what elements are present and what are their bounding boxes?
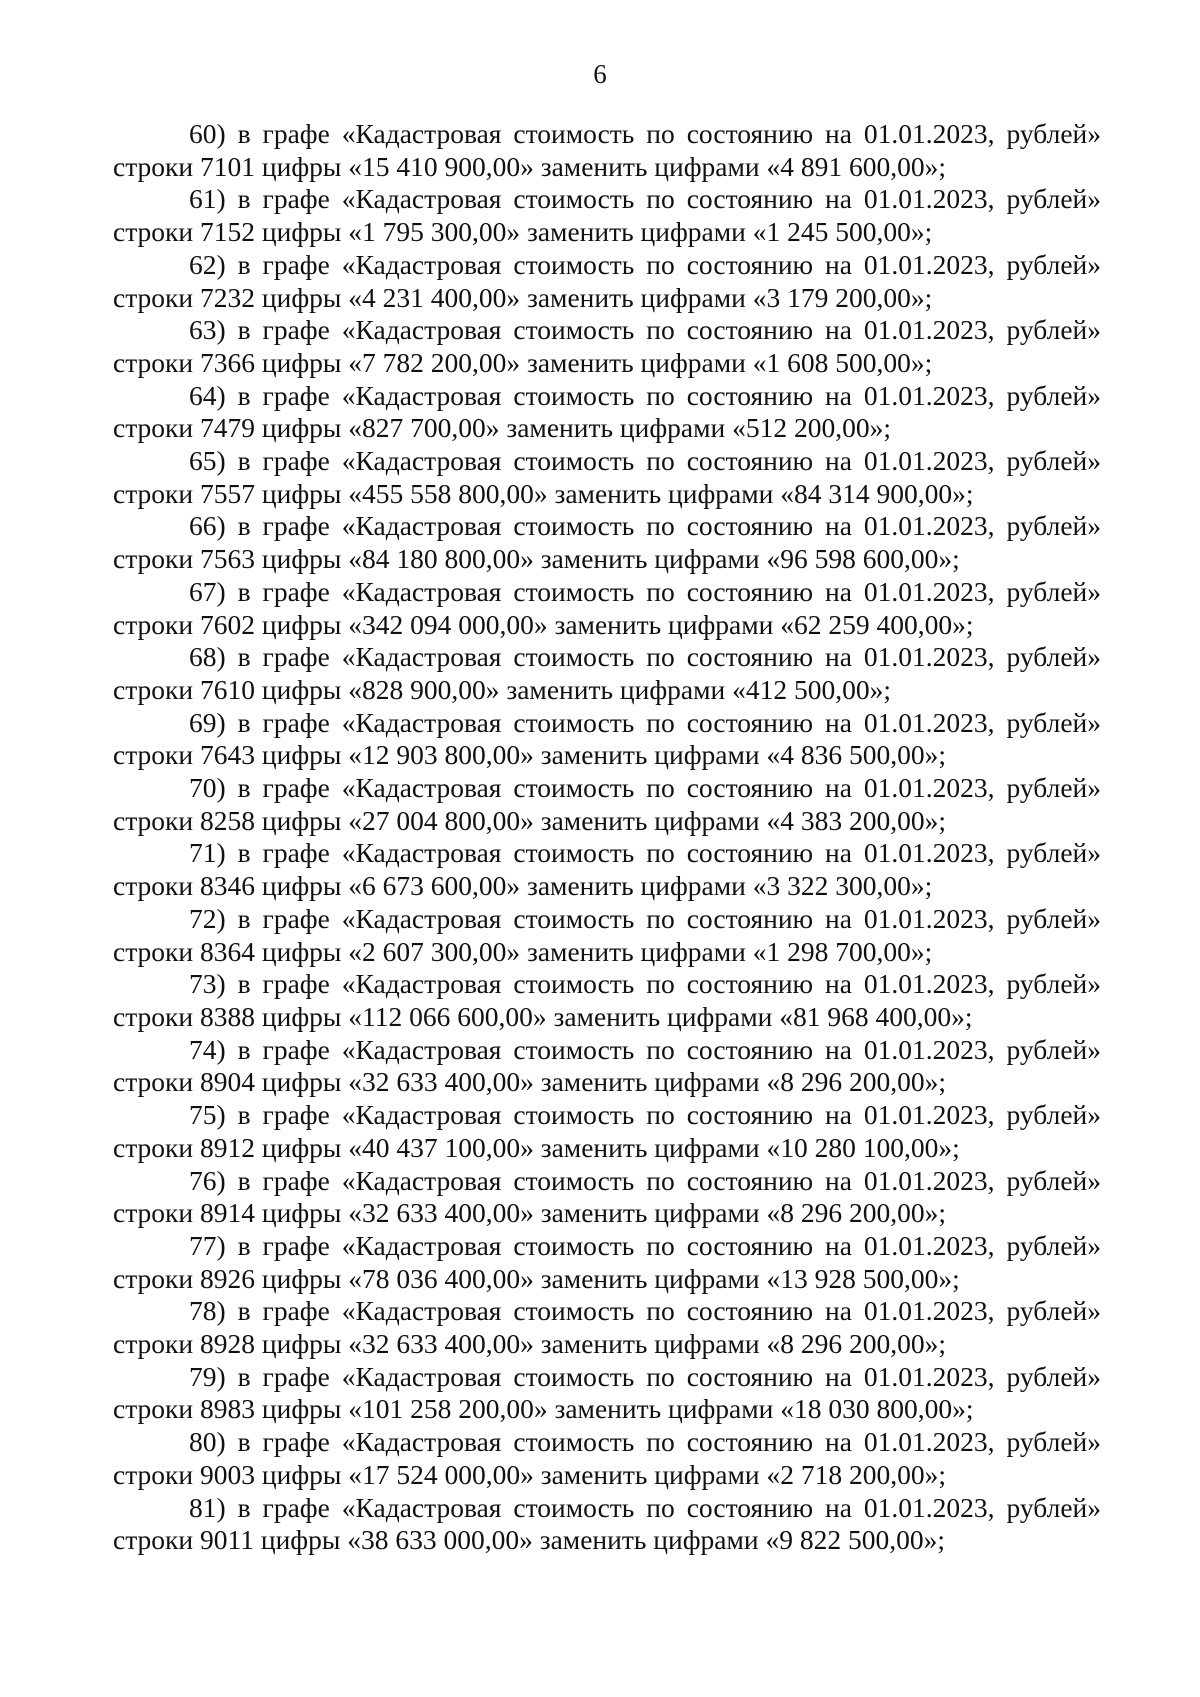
amendment-item-line-2: строки 7610 цифры «828 900,00» заменить цифрами «412 500,00»;	[113, 673, 892, 705]
amendment-item-line-1: 75) в графе «Кадастровая стоимость по состоянию на 01.01.2023, рублей»	[189, 1099, 1101, 1131]
amendment-item-line-2: строки 8346 цифры «6 673 600,00» заменить цифрами «3 322 300,00»;	[113, 870, 933, 902]
amendment-item	[113, 1099, 1101, 1164]
amendment-item-line-2: строки 7602 цифры «342 094 000,00» заменить цифрами «62 259 400,00»;	[113, 608, 974, 640]
amendment-item	[113, 968, 1101, 1033]
amendment-item	[113, 249, 1101, 314]
amendment-item-line-2: строки 7557 цифры «455 558 800,00» заменить цифрами «84 314 900,00»;	[113, 477, 974, 509]
amendment-item-line-2: строки 7101 цифры «15 410 900,00» заменить цифрами «4 891 600,00»;	[113, 150, 947, 182]
amendment-item-line-2: строки 8912 цифры «40 437 100,00» заменить цифрами «10 280 100,00»;	[113, 1131, 960, 1163]
amendment-item-line-2: строки 9011 цифры «38 633 000,00» заменить цифрами «9 822 500,00»;	[113, 1524, 945, 1556]
amendment-item-line-2: строки 9003 цифры «17 524 000,00» заменить цифрами «2 718 200,00»;	[113, 1458, 947, 1490]
amendment-item-line-1: 72) в графе «Кадастровая стоимость по состоянию на 01.01.2023, рублей»	[189, 902, 1101, 934]
amendment-item-line-2: строки 7232 цифры «4 231 400,00» заменить цифрами «3 179 200,00»;	[113, 281, 933, 313]
amendment-item-line-2: строки 8928 цифры «32 633 400,00» заменить цифрами «8 296 200,00»;	[113, 1328, 947, 1360]
amendment-item-line-1: 64) в графе «Кадастровая стоимость по состоянию на 01.01.2023, рублей»	[189, 379, 1101, 411]
amendment-item-line-1: 73) в графе «Кадастровая стоимость по состоянию на 01.01.2023, рублей»	[189, 968, 1101, 1000]
amendment-item-line-1: 81) в графе «Кадастровая стоимость по состоянию на 01.01.2023, рублей»	[189, 1491, 1101, 1523]
amendment-item	[113, 772, 1101, 837]
amendment-item	[113, 1426, 1101, 1491]
amendment-item-line-2: строки 8364 цифры «2 607 300,00» заменить цифрами «1 298 700,00»;	[113, 935, 933, 967]
amendment-item-line-2: строки 7563 цифры «84 180 800,00» заменить цифрами «96 598 600,00»;	[113, 543, 960, 575]
amendment-item	[113, 1361, 1101, 1426]
amendment-item	[113, 380, 1101, 445]
amendment-item-line-1: 66) в графе «Кадастровая стоимость по состоянию на 01.01.2023, рублей»	[189, 510, 1101, 542]
amendment-item	[113, 1295, 1101, 1360]
amendment-item	[113, 1034, 1101, 1099]
amendment-item-line-1: 76) в графе «Кадастровая стоимость по состоянию на 01.01.2023, рублей»	[189, 1164, 1101, 1196]
amendment-item-line-1: 79) в графе «Кадастровая стоимость по состоянию на 01.01.2023, рублей»	[189, 1360, 1101, 1392]
amendment-item-line-1: 67) в графе «Кадастровая стоимость по состоянию на 01.01.2023, рублей»	[189, 575, 1101, 607]
amendment-item	[113, 314, 1101, 379]
amendment-item-line-1: 65) в графе «Кадастровая стоимость по состоянию на 01.01.2023, рублей»	[189, 445, 1101, 477]
document-body	[113, 118, 1101, 1557]
amendment-item-line-1: 69) в графе «Кадастровая стоимость по состоянию на 01.01.2023, рублей»	[189, 706, 1101, 738]
amendment-item	[113, 445, 1101, 510]
amendment-item-line-1: 74) в графе «Кадастровая стоимость по состоянию на 01.01.2023, рублей»	[189, 1033, 1101, 1065]
amendment-item-line-2: строки 8926 цифры «78 036 400,00» заменить цифрами «13 928 500,00»;	[113, 1262, 960, 1294]
amendment-item	[113, 903, 1101, 968]
amendment-item	[113, 837, 1101, 902]
amendment-item-line-2: строки 7152 цифры «1 795 300,00» заменить цифрами «1 245 500,00»;	[113, 216, 933, 248]
amendment-item-line-1: 70) в графе «Кадастровая стоимость по состоянию на 01.01.2023, рублей»	[189, 772, 1101, 804]
amendment-item	[113, 1230, 1101, 1295]
amendment-item	[113, 707, 1101, 772]
amendment-item-line-2: строки 8258 цифры «27 004 800,00» заменить цифрами «4 383 200,00»;	[113, 804, 947, 836]
amendment-item-line-1: 68) в графе «Кадастровая стоимость по состоянию на 01.01.2023, рублей»	[189, 641, 1101, 673]
amendment-item	[113, 510, 1101, 575]
amendment-item	[113, 1492, 1101, 1557]
amendment-item-line-2: строки 8904 цифры «32 633 400,00» заменить цифрами «8 296 200,00»;	[113, 1066, 947, 1098]
amendment-item-line-1: 60) в графе «Кадастровая стоимость по состоянию на 01.01.2023, рублей»	[189, 118, 1101, 149]
amendment-item	[113, 183, 1101, 248]
amendment-item-line-2: строки 8983 цифры «101 258 200,00» заменить цифрами «18 030 800,00»;	[113, 1393, 974, 1425]
amendment-item-line-1: 62) в графе «Кадастровая стоимость по состоянию на 01.01.2023, рублей»	[189, 248, 1101, 280]
amendment-item-line-1: 80) в графе «Кадастровая стоимость по состоянию на 01.01.2023, рублей»	[189, 1426, 1101, 1458]
amendment-item-line-2: строки 7366 цифры «7 782 200,00» заменить цифрами «1 608 500,00»;	[113, 346, 933, 378]
amendment-item-line-1: 63) в графе «Кадастровая стоимость по состоянию на 01.01.2023, рублей»	[189, 314, 1101, 346]
amendment-item-line-1: 77) в графе «Кадастровая стоимость по состоянию на 01.01.2023, рублей»	[189, 1229, 1101, 1261]
amendment-item-line-2: строки 7643 цифры «12 903 800,00» заменить цифрами «4 836 500,00»;	[113, 739, 947, 771]
amendment-item-line-2: строки 8914 цифры «32 633 400,00» заменить цифрами «8 296 200,00»;	[113, 1197, 947, 1229]
amendment-item-line-1: 78) в графе «Кадастровая стоимость по состоянию на 01.01.2023, рублей»	[189, 1295, 1101, 1327]
amendment-item-line-2: строки 7479 цифры «827 700,00» заменить цифрами «512 200,00»;	[113, 412, 892, 444]
amendment-item-line-1: 61) в графе «Кадастровая стоимость по состоянию на 01.01.2023, рублей»	[189, 183, 1101, 215]
amendment-item-line-2: строки 8388 цифры «112 066 600,00» заменить цифрами «81 968 400,00»;	[113, 1000, 973, 1032]
page-number: 6	[593, 59, 607, 89]
amendment-item	[113, 1165, 1101, 1230]
amendment-item	[113, 118, 1101, 183]
amendment-item	[113, 641, 1101, 706]
amendment-item	[113, 576, 1101, 641]
amendment-item-line-1: 71) в графе «Кадастровая стоимость по состоянию на 01.01.2023, рублей»	[189, 837, 1101, 869]
